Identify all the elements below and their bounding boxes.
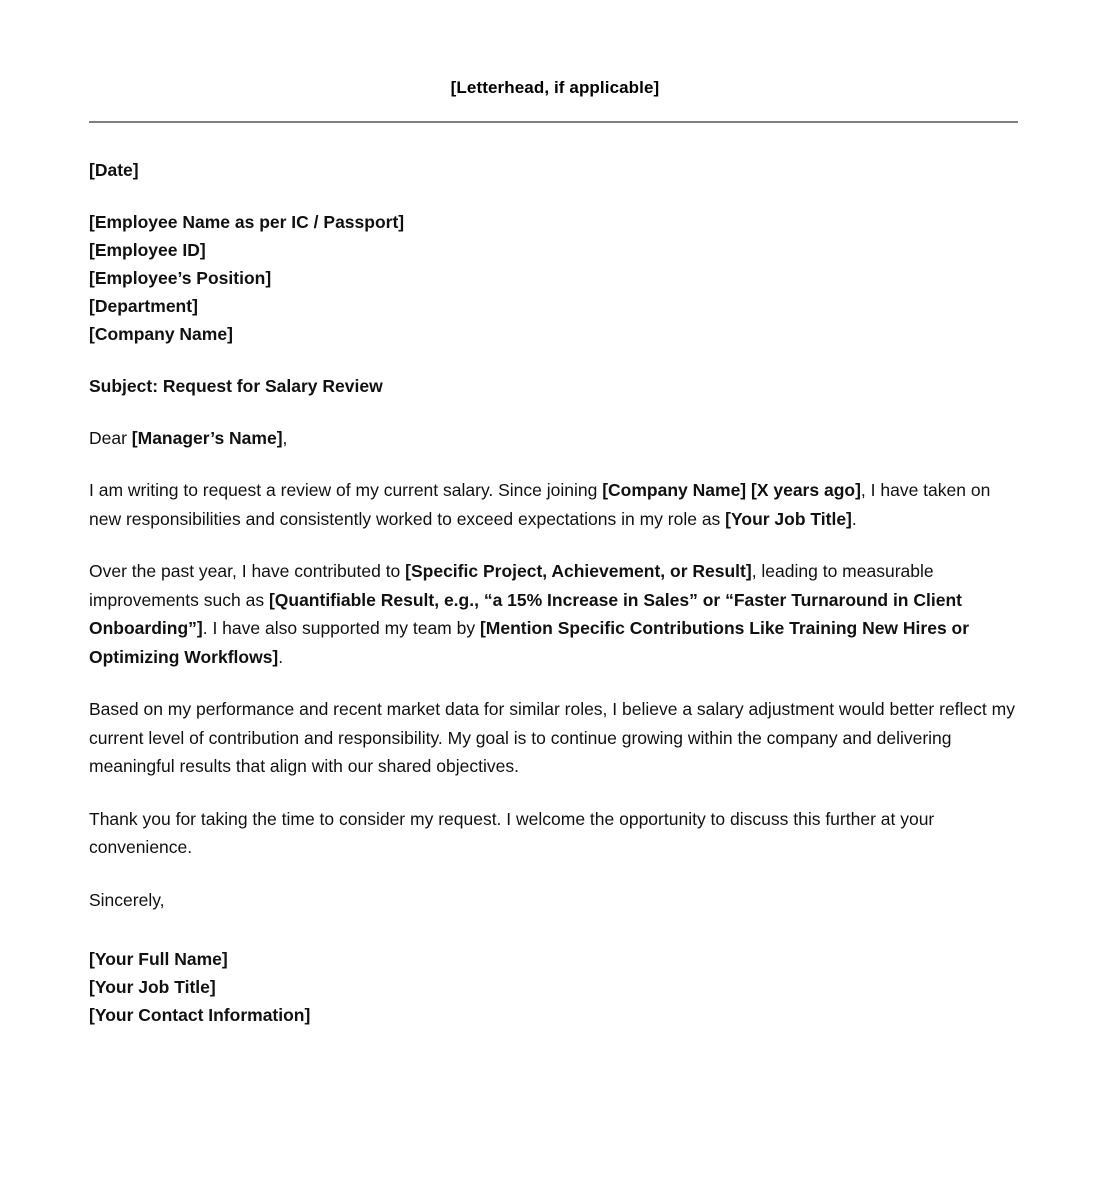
body-text: , leading to measurable improvements such as bbox=[89, 561, 934, 610]
subject-line: Subject: Request for Salary Review bbox=[89, 376, 383, 397]
body-text: Based on my performance and recent market data for similar roles, I believe a salary adjustment would better reflect my current level of contribution and responsibility. My goal is to continue growing within the company and delivering meaningful results that align with our shared objectives. bbox=[89, 699, 1015, 777]
body-text: , I have taken on new responsibilities and consistently worked to exceed expectations in my role as bbox=[89, 480, 991, 529]
body-text: I am writing to request a review of my current salary. Since joining bbox=[89, 480, 603, 501]
paragraph-container bbox=[89, 476, 1018, 862]
recipient-line: [Employee Name as per IC / Passport] bbox=[89, 212, 405, 233]
recipient-line: [Department] bbox=[89, 296, 198, 317]
recipient-line: [Employee’s Position] bbox=[89, 268, 272, 289]
placeholder-text: [Specific Project, Achievement, or Result] bbox=[405, 561, 752, 582]
body-text: . bbox=[851, 508, 857, 529]
salutation-greeting: Dear bbox=[89, 428, 132, 449]
paragraph-thanks bbox=[89, 805, 1018, 862]
signature-line: [Your Full Name] bbox=[89, 948, 228, 969]
paragraph-request bbox=[89, 695, 1018, 781]
paragraph-achievements bbox=[89, 557, 1018, 671]
signature-block bbox=[89, 945, 1018, 1029]
signature-line: [Your Contact Information] bbox=[89, 1004, 311, 1025]
recipient-line: [Company Name] bbox=[89, 324, 233, 345]
recipient-block bbox=[89, 208, 1018, 348]
body-text: . I have also supported my team by bbox=[202, 618, 480, 639]
date-placeholder: [Date] bbox=[89, 160, 139, 181]
paragraph-intro bbox=[89, 476, 1018, 533]
salutation bbox=[89, 424, 1018, 452]
letterhead-placeholder: [Letterhead, if applicable] bbox=[450, 78, 660, 97]
placeholder-text: [Company Name] [X years ago] bbox=[602, 480, 861, 501]
closing-line: Sincerely, bbox=[89, 889, 165, 910]
placeholder-text: [Quantifiable Result, e.g., “a 15% Increase in Sales” or “Faster Turnaround in Client Onboarding”] bbox=[89, 589, 962, 639]
body-text: Over the past year, I have contributed to bbox=[89, 561, 406, 582]
body-text: Thank you for taking the time to consider my request. I welcome the opportunity to discuss this further at your convenience. bbox=[89, 808, 935, 858]
placeholder-text: [Your Job Title] bbox=[725, 508, 852, 529]
signature-line: [Your Job Title] bbox=[89, 976, 216, 997]
recipient-line: [Employee ID] bbox=[89, 240, 206, 261]
salutation-name-placeholder: [Manager’s Name] bbox=[131, 428, 283, 449]
salutation-punctuation: , bbox=[282, 428, 288, 449]
letter-body bbox=[0, 156, 1110, 1029]
body-text: . bbox=[278, 646, 284, 667]
placeholder-text: [Mention Specific Contributions Like Training New Hires or Optimizing Workflows] bbox=[89, 618, 970, 667]
header-divider bbox=[89, 121, 1018, 123]
